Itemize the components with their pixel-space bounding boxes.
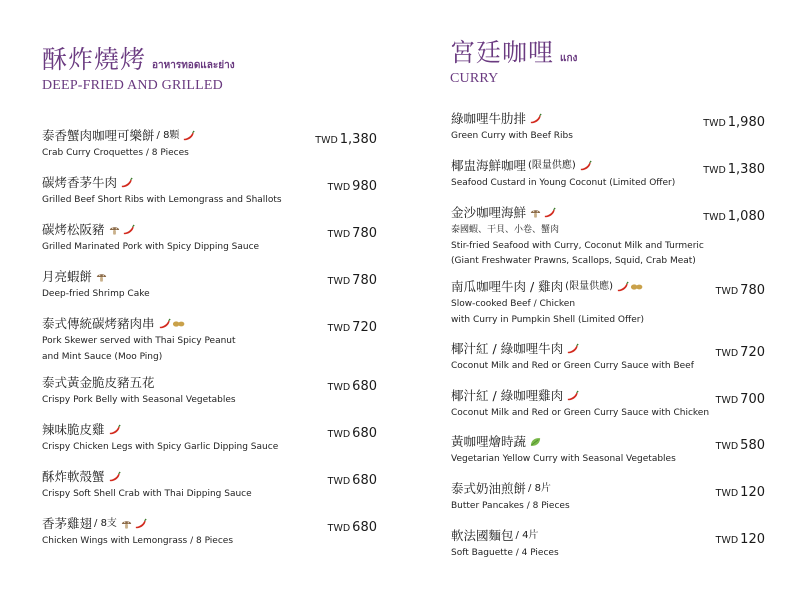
dish-name-zh: 泰式奶油煎餅 (451, 481, 527, 496)
price-currency: TWD (327, 382, 351, 393)
dish-description: Butter Pancakes / 8 Pieces (451, 501, 570, 511)
dish-name-zh: 泰式黃金脆皮豬五花 (42, 375, 155, 390)
dish-description: Crispy Soft Shell Crab with Thai Dipping Sauce (42, 489, 252, 499)
dish-icons (95, 271, 108, 283)
dish-price (703, 205, 765, 224)
dish-icons (108, 424, 121, 436)
price-currency: TWD (327, 523, 351, 534)
price-currency: TWD (315, 135, 338, 146)
dish-name-zh: 香茅雞翅 (42, 516, 93, 531)
chili-icon (122, 224, 135, 236)
dish-price (716, 434, 765, 453)
dish-icons (566, 343, 579, 355)
dish-description: Deep-fried Shrimp Cake (42, 289, 150, 299)
section-title-th: อาหารทอดและย่าง (152, 60, 235, 71)
menu-item (451, 480, 765, 514)
price-currency: TWD (327, 429, 351, 440)
dish-description: 泰國蝦、干貝、小卷、蟹肉 (451, 225, 560, 235)
dish-price (328, 375, 377, 394)
menu-item (451, 204, 765, 269)
menu-item (42, 315, 377, 364)
dish-name-zh: 金沙咖哩海鮮 (451, 205, 527, 220)
price-currency: TWD (327, 276, 351, 287)
price-amount: 720 (740, 345, 765, 360)
dish-name-zh: 軟法國麵包 (451, 528, 514, 543)
dish-icons (108, 471, 121, 483)
chili-icon (158, 318, 171, 330)
price-amount: 580 (740, 438, 765, 453)
mushroom-icon (120, 518, 133, 530)
dish-name-zh: 椰汁紅 / 綠咖哩雞肉 (451, 388, 564, 403)
dish-name-zh: 碳烤松阪豬 (42, 222, 105, 237)
dish-description: Crab Curry Croquettes / 8 Pieces (42, 148, 189, 158)
dish-name-zh: 泰香蟹肉咖哩可樂餅 (42, 128, 155, 143)
price-currency: TWD (715, 441, 739, 452)
price-currency: TWD (327, 476, 351, 487)
dish-description: Grilled Marinated Pork with Spicy Dipping Sauce (42, 242, 260, 252)
chili-icon (543, 207, 556, 219)
chili-icon (108, 424, 121, 436)
section-header-deep-fried (42, 40, 235, 94)
dish-description: Crispy Pork Belly with Seasonal Vegetables (42, 395, 236, 405)
menu-item (451, 527, 765, 561)
dish-price (328, 422, 377, 441)
menu-item (42, 421, 377, 455)
dish-description: (Giant Freshwater Prawns, Scallops, Squid, Crab Meat) (451, 256, 696, 266)
dish-name-zh: 綠咖哩牛肋排 (451, 111, 527, 126)
dish-price (328, 469, 377, 488)
dish-description: Vegetarian Yellow Curry with Seasonal Vegetables (451, 454, 676, 464)
dish-description: Soft Baguette / 4 Pieces (451, 548, 559, 558)
chili-icon (529, 113, 542, 125)
dish-description: Pork Skewer served with Thai Spicy Peanut (42, 336, 236, 346)
price-amount: 720 (352, 320, 377, 335)
chili-icon (579, 160, 592, 172)
dish-price (703, 158, 765, 177)
price-amount: 1,980 (727, 115, 765, 130)
dish-icons (529, 436, 542, 448)
dish-description: with Curry in Pumpkin Shell (Limited Offer) (451, 314, 644, 325)
dish-name-zh: 月亮蝦餅 (42, 269, 93, 284)
menu-item (451, 433, 765, 467)
price-amount: 780 (352, 273, 377, 288)
price-amount: 1,080 (727, 209, 765, 224)
dish-name-zh: 泰式傳統碳烤豬肉串 (42, 316, 155, 331)
dish-name-zh: 南瓜咖哩牛肉 / 雞肉 (451, 279, 564, 294)
dish-description: Grilled Beef Short Ribs with Lemongrass and Shallots (42, 195, 282, 205)
price-currency: TWD (327, 323, 351, 334)
price-amount: 1,380 (339, 132, 377, 147)
price-amount: 780 (352, 226, 377, 241)
price-currency: TWD (715, 488, 739, 499)
price-amount: 680 (352, 520, 377, 535)
menu-item (42, 468, 377, 502)
dish-description: Crispy Chicken Legs with Spicy Garlic Dipping Sauce (42, 442, 279, 452)
chili-icon (134, 518, 147, 530)
dish-icons (182, 130, 195, 142)
price-amount: 980 (352, 179, 377, 194)
dish-name-zh: 椰盅海鮮咖哩 (451, 158, 527, 173)
chili-icon (182, 130, 195, 142)
dish-icons (579, 160, 592, 172)
dish-name-zh: 碳烤香茅牛肉 (42, 175, 118, 190)
dish-name-zh: 椰汁紅 / 綠咖哩牛肉 (451, 341, 564, 356)
dish-icons (566, 390, 579, 402)
dish-icons (120, 518, 147, 530)
dish-price (328, 269, 377, 288)
chili-icon (566, 343, 579, 355)
dish-name-zh: 辣味脆皮雞 (42, 422, 105, 437)
dish-description: Chicken Wings with Lemongrass / 8 Pieces (42, 536, 234, 546)
dish-description: Slow-cooked Beef / Chicken (451, 299, 576, 309)
dish-description: Coconut Milk and Red or Green Curry Sauce with Chicken (451, 408, 710, 418)
menu-item (42, 374, 377, 408)
dish-name-zh: 黃咖哩燴時蔬 (451, 434, 527, 449)
chili-icon (616, 281, 629, 293)
price-amount: 680 (352, 426, 377, 441)
price-amount: 120 (740, 485, 765, 500)
price-currency: TWD (715, 395, 739, 406)
section-title-th: แกง (560, 53, 578, 64)
dish-price (716, 388, 765, 407)
dish-icons (108, 224, 135, 236)
dish-icons (529, 207, 556, 219)
price-currency: TWD (703, 212, 726, 223)
dish-price (716, 528, 765, 547)
section-title-en: CURRY (450, 71, 499, 86)
menu-item (42, 268, 377, 302)
menu-item (42, 221, 377, 255)
dish-price (328, 316, 377, 335)
peanut-icon (172, 318, 185, 330)
section-title-zh: 宮廷咖哩 (450, 38, 555, 67)
dish-quantity: / 4片 (515, 530, 539, 541)
price-currency: TWD (327, 229, 351, 240)
menu-item (451, 157, 765, 191)
dish-price (328, 222, 377, 241)
price-amount: 700 (740, 392, 765, 407)
dish-icons (616, 281, 643, 293)
dish-price (328, 175, 377, 194)
price-amount: 120 (740, 532, 765, 547)
chili-icon (120, 177, 133, 189)
price-currency: TWD (715, 286, 739, 297)
dish-description: Seafood Custard in Young Coconut (Limited Offer) (451, 178, 676, 188)
section-title-en: DEEP-FRIED AND GRILLED (42, 78, 223, 93)
mushroom-icon (529, 207, 542, 219)
dish-name-zh: 酥炸軟殼蟹 (42, 469, 105, 484)
menu-item (451, 387, 765, 421)
menu-item (451, 340, 765, 374)
price-currency: TWD (715, 348, 739, 359)
price-amount: 680 (352, 473, 377, 488)
dish-quantity: / 8顆 (156, 130, 180, 141)
dish-description: Green Curry with Beef Ribs (451, 131, 573, 141)
dish-description: and Mint Sauce (Moo Ping) (42, 351, 163, 362)
mushroom-icon (95, 271, 108, 283)
dish-description: Stir-fried Seafood with Curry, Coconut Milk and Turmeric (451, 240, 704, 251)
price-currency: TWD (703, 165, 726, 176)
dish-price (716, 341, 765, 360)
dish-icons (120, 177, 133, 189)
mushroom-icon (108, 224, 121, 236)
section-title-zh: 酥炸燒烤 (42, 45, 147, 74)
peanut-icon (630, 281, 643, 293)
price-currency: TWD (703, 118, 726, 129)
chili-icon (566, 390, 579, 402)
dish-price (703, 111, 765, 130)
price-currency: TWD (327, 182, 351, 193)
menu-item (451, 278, 765, 327)
price-amount: 1,380 (727, 162, 765, 177)
dish-quantity: (限量供應) (565, 281, 613, 292)
dish-price (716, 279, 765, 298)
dish-price (315, 128, 377, 147)
dish-quantity: (限量供應) (528, 160, 576, 171)
menu-item (42, 174, 377, 208)
dish-price (328, 516, 377, 535)
dish-icons (529, 113, 542, 125)
menu-item (42, 127, 377, 161)
dish-quantity: / 8支 (94, 518, 117, 529)
leaf-icon (529, 436, 542, 448)
price-currency: TWD (715, 535, 739, 546)
menu-item (451, 110, 765, 144)
price-amount: 680 (352, 379, 377, 394)
price-amount: 780 (740, 283, 765, 298)
section-header-curry (450, 33, 577, 87)
dish-price (716, 481, 765, 500)
chili-icon (108, 471, 121, 483)
dish-description: Coconut Milk and Red or Green Curry Sauce with Beef (451, 361, 694, 371)
dish-icons (158, 318, 185, 330)
dish-quantity: / 8片 (528, 483, 551, 494)
menu-item (42, 515, 377, 549)
